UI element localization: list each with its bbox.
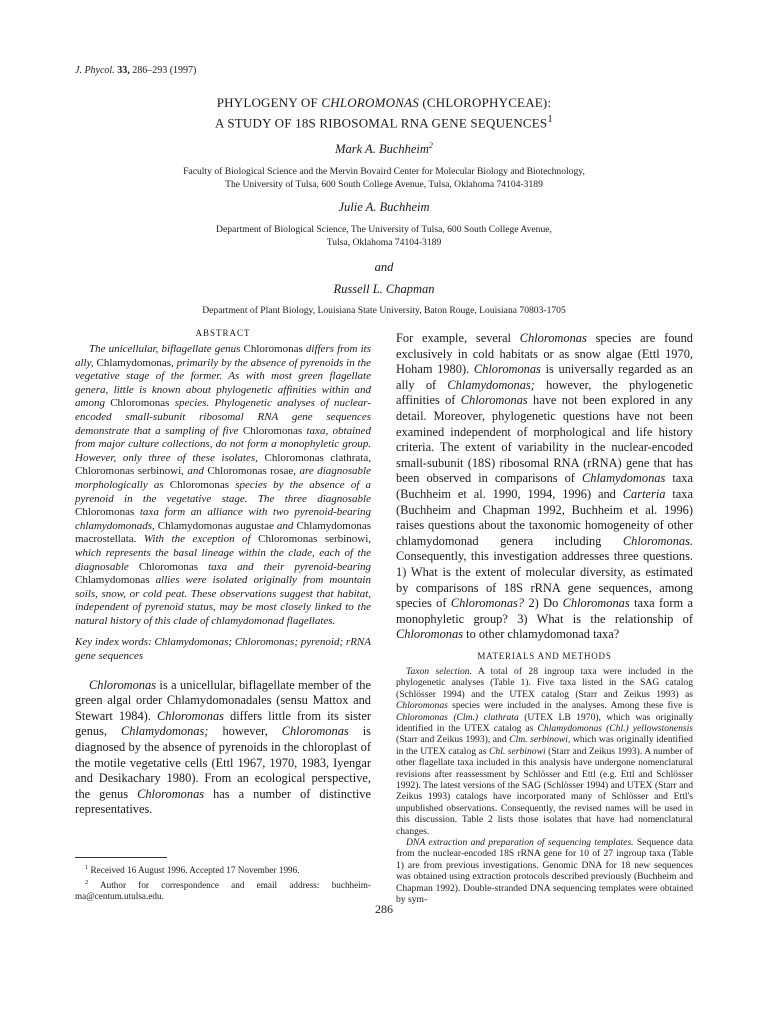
footnotes: [75, 857, 371, 903]
intro-continued: For example, several Chloromonas species are found exclusively in cold habitats or as snow algae (Ettl 1970, Hoham 1980). Chloromonas is universally regarded as an ally of Chlamydomonas; however, the phylogenetic affinities of Chloromonas have not been explored in any detail. Moreover, phylogenetic questions have not been examined independent of morphological and life history criteria. The extent of variability in the nuclear-encoded small-subunit (18S) ribosomal RNA (rRNA) gene that has been observed in comparisons of Chlamydomonas taxa (Buchheim et al. 1990, 1994, 1996) and Carteria taxa (Buchheim and Chapman 1992, Buchheim et al. 1996) raises questions about the taxonomic homogeneity of other chlamydomonad genera including Chloromonas. Consequently, this investigation addresses three questions. 1) What is the extent of molecular diversity, as estimated by comparisons of 18S rRNA gene sequences, among species of Chloromonas? 2) Do Chloromonas taxa form a monophyletic group? 3) What is the relationship of Chloromonas to other chlamydomonad taxa?: [396, 331, 694, 642]
left-column: [75, 328, 371, 818]
methods-taxon-selection: Taxon selection. A total of 28 ingroup taxa were included in the phylogenetic analyses (Table 1). Five taxa listed in the SAG catalog (Schlösser 1994) and the UTEX catalog (Starr and Zeikus 1993) as Chloromonas species were included in the analyses. Among these five is Chloromonas (Clm.) clathrata (UTEX LB 1970), which was originally identified in the UTEX catalog as Chlamydomonas (Chl.) yellowstonensis (Starr and Zeikus 1993), and Clm. serbinowi, which was originally identified in the UTEX catalog as Chl. serbinowi (Starr and Zeikus 1993). A number of other flagellate taxa included in this analysis have undergone nomenclatural revisions after reassessment by Schlösser and Ettl (e.g. Ettl and Schlösser 1992). The latest versions of the SAG (Schlösser 1994) and UTEX (Starr and Zeikus 1993) catalogs have incorporated many of Schlösser and Ettl's unpublished observations. Consequently, the revised names will be used in this discussion. Table 2 lists those isolates that have had nomenclatural changes.: [396, 665, 694, 837]
title-part: (CHLOROPHYCEAE):: [422, 95, 552, 110]
author-1: [0, 141, 768, 157]
article-title: [0, 95, 768, 131]
affiliation-1: [0, 165, 768, 191]
abstract-text: The unicellular, biflagellate genus Chloromonas differs from its ally, Chlamydomonas, primarily by the absence of pyrenoids in the vegetative stage of the former. As with most green flagellate genera, little is known about phylogenetic affinities within and among Chloromonas species. Phylogenetic analyses of nuclear-encoded small-subunit ribosomal RNA gene sequences demonstrate that a sampling of five Chloromonas taxa, obtained from major culture collections, do not form a monophyletic group. However, only three of these isolates, Chloromonas clathrata, Chloromonas serbinowi, and Chloromonas rosae, are diagnosable morphologically as Chloromonas species by the absence of a pyrenoid in the vegetative stage. The three diagnosable Chloromonas taxa form an alliance with two pyrenoid-bearing chlamydomonads, Chlamydomonas augustae and Chlamydomonas macrostellata. With the exception of Chloromonas serbinowi, which represents the basal lineage within the clade, each of the diagnosable Chloromonas taxa and their pyrenoid-bearing Chlamydomonas allies were isolated originally from mountain soils, snow, or cold peat. These observations suggest that habitat, independent of pyrenoid status, may be most closely linked to the natural history of this clade of chlamydomonad flagellates.: [75, 343, 372, 627]
author-2: [0, 200, 768, 215]
author-name: Julie A. Buchheim: [338, 200, 430, 214]
affiliation-line: Faculty of Biological Science and the Mervin Bovaird Center for Molecular Biology and Biotechnology,: [183, 166, 585, 177]
abstract-heading: ABSTRACT: [195, 328, 251, 338]
and-separator: and: [374, 260, 394, 274]
author-3: [0, 282, 768, 297]
affiliation-line: The University of Tulsa, 600 South College Avenue, Tulsa, Oklahoma 74104-3189: [225, 179, 543, 190]
journal-volume: 33,: [117, 65, 130, 76]
methods-heading: MATERIALS AND METHODS: [477, 650, 612, 661]
title-genus: CHLOROMONAS: [321, 95, 419, 110]
page-number: 286: [375, 902, 393, 916]
author-name: Russell L. Chapman: [333, 282, 435, 296]
key-index-words: Key index words: Chlamydomonas; Chloromonas; pyrenoid; rRNA gene sequences: [75, 636, 371, 663]
affiliation-line: Tulsa, Oklahoma 74104-3189: [326, 237, 442, 248]
title-footnote-mark: 1: [547, 113, 553, 125]
right-column: [396, 331, 693, 905]
journal-pages: 286–293 (1997): [132, 65, 197, 76]
footnote-2: $^2$ Author for correspondence and email address: buchheim-ma@centum.utulsa.edu.: [75, 878, 371, 902]
footnote-rule: [75, 857, 167, 858]
affiliation-line: Department of Plant Biology, Louisiana State University, Baton Rouge, Louisiana 70803-1705: [202, 305, 566, 316]
title-part: A STUDY OF 18S RIBOSOMAL RNA GENE SEQUENCES: [215, 115, 548, 131]
journal-name: J. Phycol.: [75, 65, 115, 76]
intro-paragraph: Chloromonas is a unicellular, biflagellate member of the green algal order Chlamydomonadales (sensu Mattox and Stewart 1984). Chloromonas differs little from its sister genus, Chlamydomonas; however, Chloromonas is diagnosed by the absence of pyrenoids in the chloroplast of the motile vegetative cells (Ettl 1967, 1970, 1983, Iyengar and Desikachary 1980). From an ecological perspective, the genus Chloromonas has a number of distinctive representatives.: [75, 677, 371, 817]
running-head: [75, 65, 196, 76]
affiliation-2: [0, 223, 768, 249]
methods-dna-extraction: DNA extraction and preparation of sequencing templates. Sequence data from the nuclear-encoded 18S rRNA gene for 10 of 27 ingroup taxa (Table 1) are from previous investigations. Genomic DNA for 18 new sequences was obtained using extraction protocols described previously (Buchheim and Chapman 1992). Double-stranded DNA sequencing templates were obtained by sym-: [396, 836, 693, 905]
footnote-1: $^1$ Received 16 August 1996. Accepted 17 November 1996.: [85, 864, 300, 876]
author-footnote-mark: 2: [428, 141, 433, 150]
affiliation-line: Department of Biological Science, The University of Tulsa, 600 South College Avenue,: [216, 224, 552, 235]
author-name: Mark A. Buchheim: [335, 142, 429, 157]
title-part: PHYLOGENY OF: [216, 95, 318, 110]
affiliation-3: [0, 304, 768, 317]
